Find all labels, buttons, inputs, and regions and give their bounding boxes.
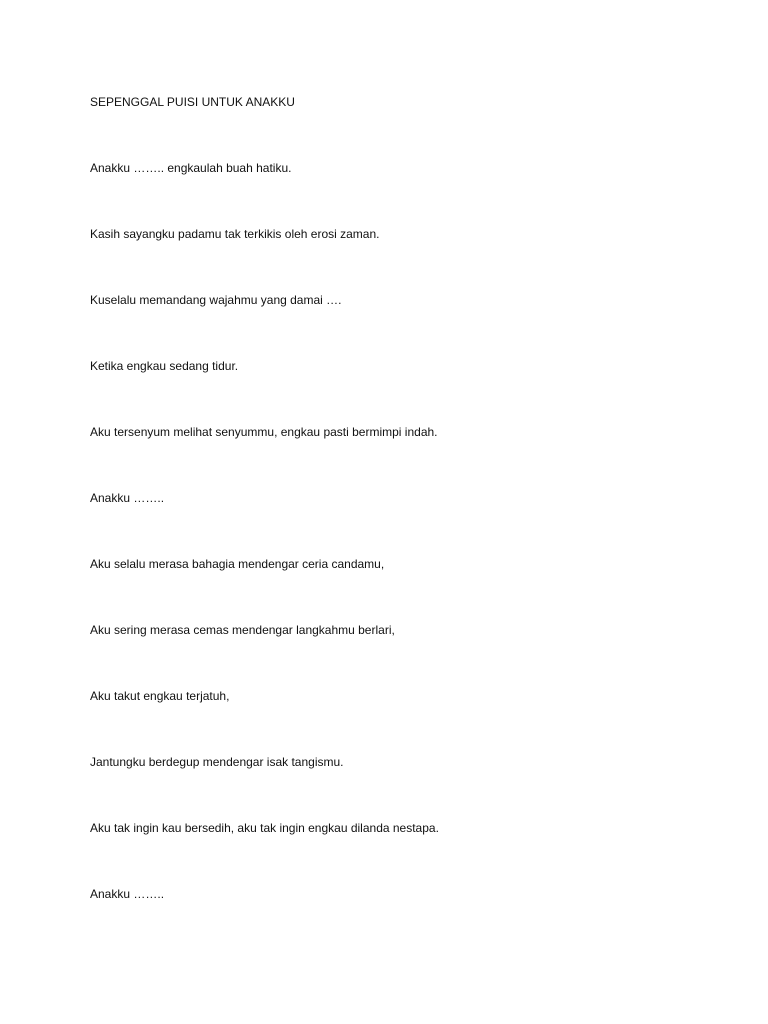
poem-line: Anakku …….. xyxy=(90,887,165,901)
poem-line: Ketika engkau sedang tidur. xyxy=(90,359,239,373)
poem-line: Anakku …….. xyxy=(90,491,165,505)
poem-line: Aku tak ingin kau bersedih, aku tak ingin engkau dilanda nestapa. xyxy=(90,821,439,835)
poem-title: SEPENGGAL PUISI UNTUK ANAKKU xyxy=(90,95,295,109)
poem-line: Jantungku berdegup mendengar isak tangismu. xyxy=(90,755,344,769)
poem-line: Kasih sayangku padamu tak terkikis oleh erosi zaman. xyxy=(90,227,380,241)
poem-line: Aku selalu merasa bahagia mendengar ceria candamu, xyxy=(90,557,385,571)
poem-line: Kuselalu memandang wajahmu yang damai …. xyxy=(90,293,342,307)
poem-line: Aku takut engkau terjatuh, xyxy=(90,689,230,703)
poem-line: Aku tersenyum melihat senyummu, engkau pasti bermimpi indah. xyxy=(90,425,438,439)
poem-line: Anakku …….. engkaulah buah hatiku. xyxy=(90,161,292,175)
poem-line: Aku sering merasa cemas mendengar langkahmu berlari, xyxy=(90,623,395,637)
